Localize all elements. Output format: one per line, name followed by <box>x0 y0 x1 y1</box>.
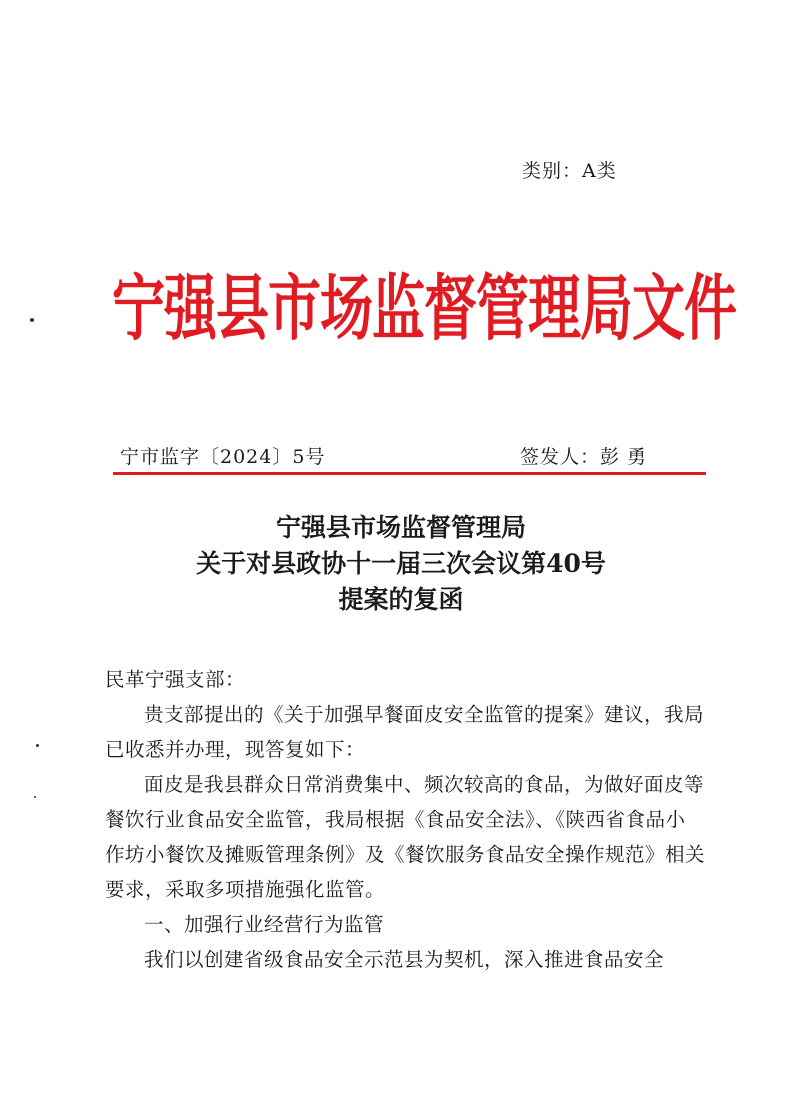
document-body <box>105 662 705 977</box>
scan-speck <box>34 796 36 798</box>
document-signer: 签发人：彭 勇 <box>520 446 648 468</box>
body-paragraph-2: 面皮是我县群众日常消费集中、频次较高的食品，为做好面皮等餐饮行业食品安全监管，我局根据《食品安全法》、《陕西省食品小作坊小餐饮及摊贩管理条例》及《餐饮服务食品安全操作规范》相关要求，采取多项措施强化监管。 <box>105 773 706 901</box>
document-header-title: 宁强县市场监督管理局文件 <box>112 268 736 351</box>
scan-speck <box>30 318 34 322</box>
red-divider-line <box>113 472 706 475</box>
subject-line-3: 提案的复函 <box>338 585 464 614</box>
subject-line-1: 宁强县市场监督管理局 <box>275 513 526 542</box>
document-category: 类别：A类 <box>522 160 617 182</box>
document-number: 宁市监字〔2024〕5号 <box>120 446 326 468</box>
body-paragraph-1: 贵支部提出的《关于加强早餐面皮安全监管的提案》建议，我局已收悉并办理，现答复如下： <box>105 703 705 761</box>
section-heading-1: 一、加强行业经营行为监管 <box>144 913 385 936</box>
document-subject <box>90 510 712 618</box>
subject-line-2: 关于对县政协十一届三次会议第40号 <box>196 549 606 578</box>
body-paragraph-3: 我们以创建省级食品安全示范县为契机，深入推进食品安全 <box>144 948 665 971</box>
scan-speck <box>36 744 39 747</box>
salutation: 民革宁强支部： <box>105 668 246 691</box>
